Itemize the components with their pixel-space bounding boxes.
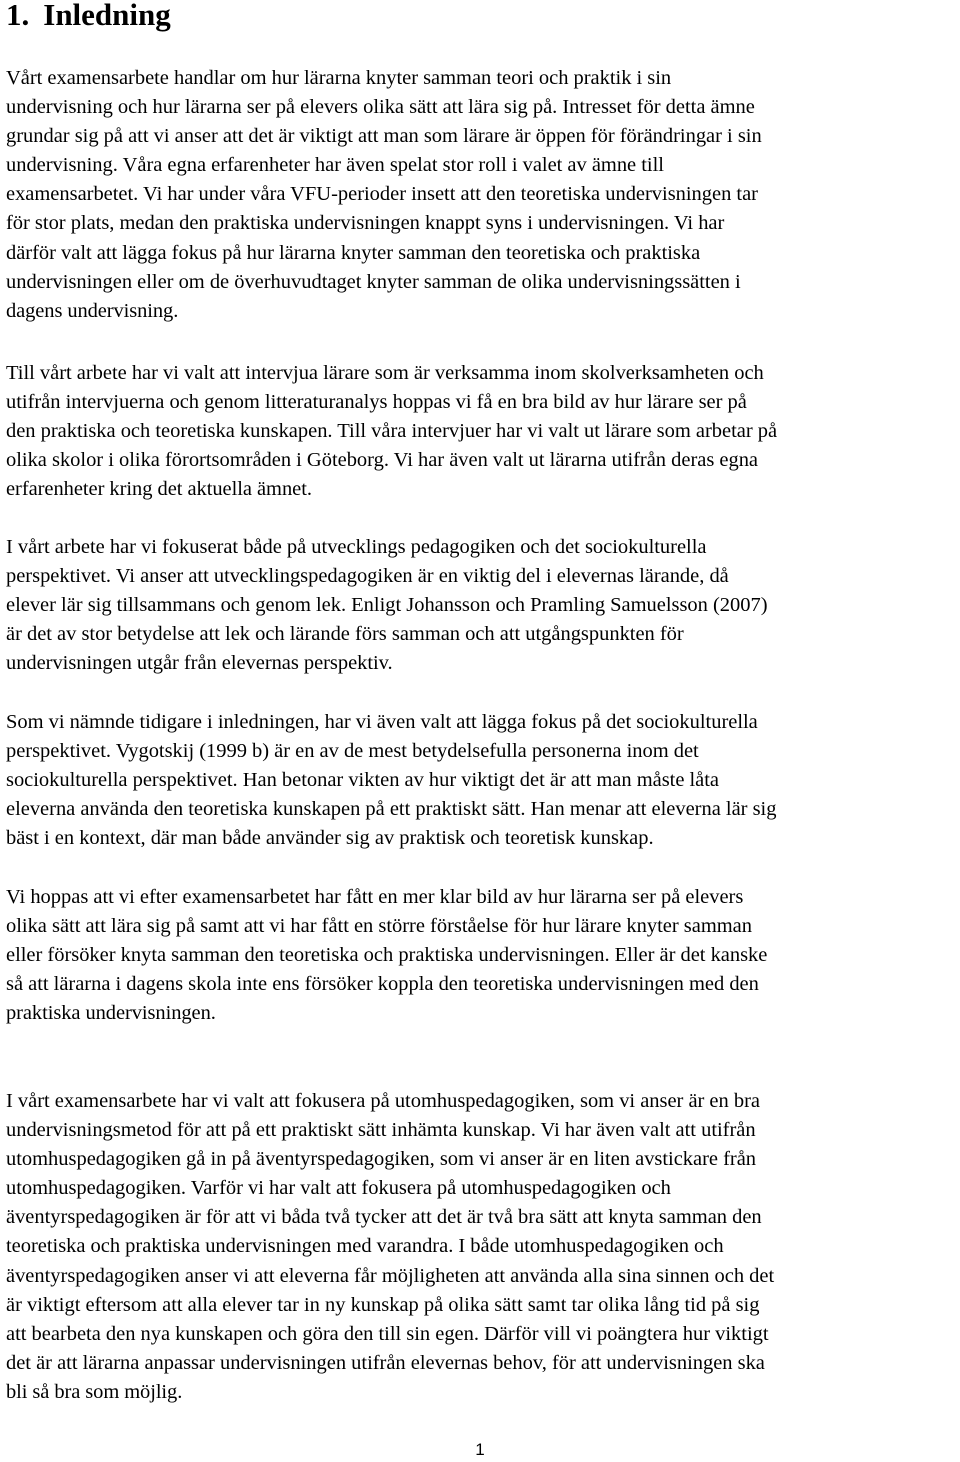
text-line: examensarbetet. Vi har under våra VFU-perioder insett att den teoretiska undervisningen tar bbox=[6, 183, 758, 206]
paragraph-6 bbox=[6, 1087, 958, 1407]
text-line: så att lärarna i dagens skola inte ens försöker koppla den teoretiska undervisningen med den bbox=[6, 973, 759, 996]
text-line: sociokulturella perspektivet. Han betonar vikten av hur viktigt det är att man måste låta bbox=[6, 769, 719, 792]
text-line: därför valt att lägga fokus på hur lärarna knyter samman den teoretiska och praktiska bbox=[6, 241, 701, 264]
text-line: att bearbeta den nya kunskapen och göra den till sin egen. Därför vill vi poängtera hur viktigt bbox=[6, 1322, 769, 1345]
text-line: undervisning. Våra egna erfarenheter har även spelat stor roll i valet av ämne till bbox=[6, 154, 664, 177]
text-line: teoretiska och praktiska undervisningen med varandra. I både utomhuspedagogiken och bbox=[6, 1235, 724, 1258]
text-line: Som vi nämnde tidigare i inledningen, har vi även valt att lägga fokus på det sociokulturella bbox=[6, 711, 758, 733]
text-line: för stor plats, medan den praktiska undervisningen knappt syns i undervisningen. Vi har bbox=[6, 212, 725, 235]
chapter-number: 1. bbox=[6, 0, 30, 32]
text-line: grundar sig på att vi anser att det är viktigt att man som lärare är öppen för förändringar i sin bbox=[6, 125, 762, 148]
text-line: utomhuspedagogiken. Varför vi har valt att fokusera på utomhuspedagogiken och bbox=[6, 1177, 671, 1200]
text-line: perspektivet. Vi anser att utvecklingspedagogiken är en viktig del i elevernas lärande, då bbox=[6, 565, 729, 588]
text-line: är det av stor betydelse att lek och lärande förs samman och att utgångspunkten för bbox=[6, 623, 684, 646]
paragraph-4 bbox=[6, 708, 958, 853]
text-line: praktiska undervisningen. bbox=[6, 1002, 216, 1025]
text-line: dagens undervisning. bbox=[6, 299, 179, 322]
text-line: äventyrspedagogiken anser vi att eleverna får möjligheten att använda alla sina sinnen och det bbox=[6, 1264, 775, 1287]
text-line: perspektivet. Vygotskij (1999 b) är en av de mest betydelsefulla personerna inom det bbox=[6, 740, 699, 763]
text-line: Vi hoppas att vi efter examensarbetet har fått en mer klar bild av hur lärarna ser på elevers bbox=[6, 886, 744, 908]
text-line: äventyrspedagogiken är för att vi båda två tycker att det är två bra sätt att knyta samman den bbox=[6, 1206, 762, 1229]
chapter-title: Inledning bbox=[43, 0, 171, 32]
text-line: den praktiska och teoretiska kunskapen. Till våra intervjuer har vi valt ut lärare som arbetar på bbox=[6, 420, 778, 443]
text-line: olika sätt att lära sig på samt att vi har fått en större förståelse för hur lärare knyter samman bbox=[6, 915, 752, 938]
text-line: undervisningsmetod för att på ett praktiskt sätt inhämta kunskap. Vi har även valt att utifrån bbox=[6, 1119, 756, 1142]
paragraph-2 bbox=[6, 359, 958, 504]
paragraph-5 bbox=[6, 883, 958, 1028]
text-line: utifrån intervjuerna och genom litteraturanalys hoppas vi få en bra bild av hur lärare ser på bbox=[6, 391, 747, 414]
text-line: I vårt examensarbete har vi valt att fokusera på utomhuspedagogiken, som vi anser är en bra bbox=[6, 1090, 760, 1112]
text-line: olika skolor i olika förortsområden i Göteborg. Vi har även valt ut lärarna utifrån deras egna bbox=[6, 449, 758, 472]
paragraph-1 bbox=[6, 64, 958, 326]
text-line: det är att lärarna anpassar undervisningen utifrån elevernas behov, för att undervisningen ska bbox=[6, 1351, 765, 1374]
text-line: Vårt examensarbete handlar om hur lärarna knyter samman teori och praktik i sin bbox=[6, 67, 672, 89]
text-line: undervisningen utgår från elevernas perspektiv. bbox=[6, 652, 393, 675]
text-line: bäst i en kontext, där man både använder sig av praktisk och teoretisk kunskap. bbox=[6, 827, 654, 850]
text-line: eleverna använda den teoretiska kunskapen på ett praktiskt sätt. Han menar att eleverna lär sig bbox=[6, 798, 777, 821]
page-number: 1 bbox=[475, 1440, 485, 1459]
text-line: Till vårt arbete har vi valt att intervjua lärare som är verksamma inom skolverksamheten och bbox=[6, 362, 764, 384]
text-line: utomhuspedagogiken gå in på äventyrspedagogiken, som vi anser är en liten avstickare från bbox=[6, 1148, 756, 1171]
text-line: elever lär sig tillsammans och genom lek. Enligt Johansson och Pramling Samuelsson (2007) bbox=[6, 594, 768, 617]
text-line: är viktigt eftersom att alla elever tar in ny kunskap på olika sätt samt tar olika lång tid på sig bbox=[6, 1293, 760, 1316]
chapter-heading bbox=[6, 0, 171, 32]
text-line: I vårt arbete har vi fokuserat både på utvecklings pedagogiken och det sociokulturella bbox=[6, 536, 707, 558]
text-line: undervisningen eller om de överhuvudtaget knyter samman de olika undervisningssätten i bbox=[6, 270, 741, 293]
text-line: eller försöker knyta samman den teoretiska och praktiska undervisningen. Eller är det kanske bbox=[6, 944, 768, 967]
text-line: erfarenheter kring det aktuella ämnet. bbox=[6, 478, 312, 501]
text-line: undervisning och hur lärarna ser på elevers olika sätt att lära sig på. Intresset för detta ämne bbox=[6, 96, 755, 119]
paragraph-3 bbox=[6, 533, 958, 678]
text-line: bli så bra som möjlig. bbox=[6, 1380, 183, 1403]
